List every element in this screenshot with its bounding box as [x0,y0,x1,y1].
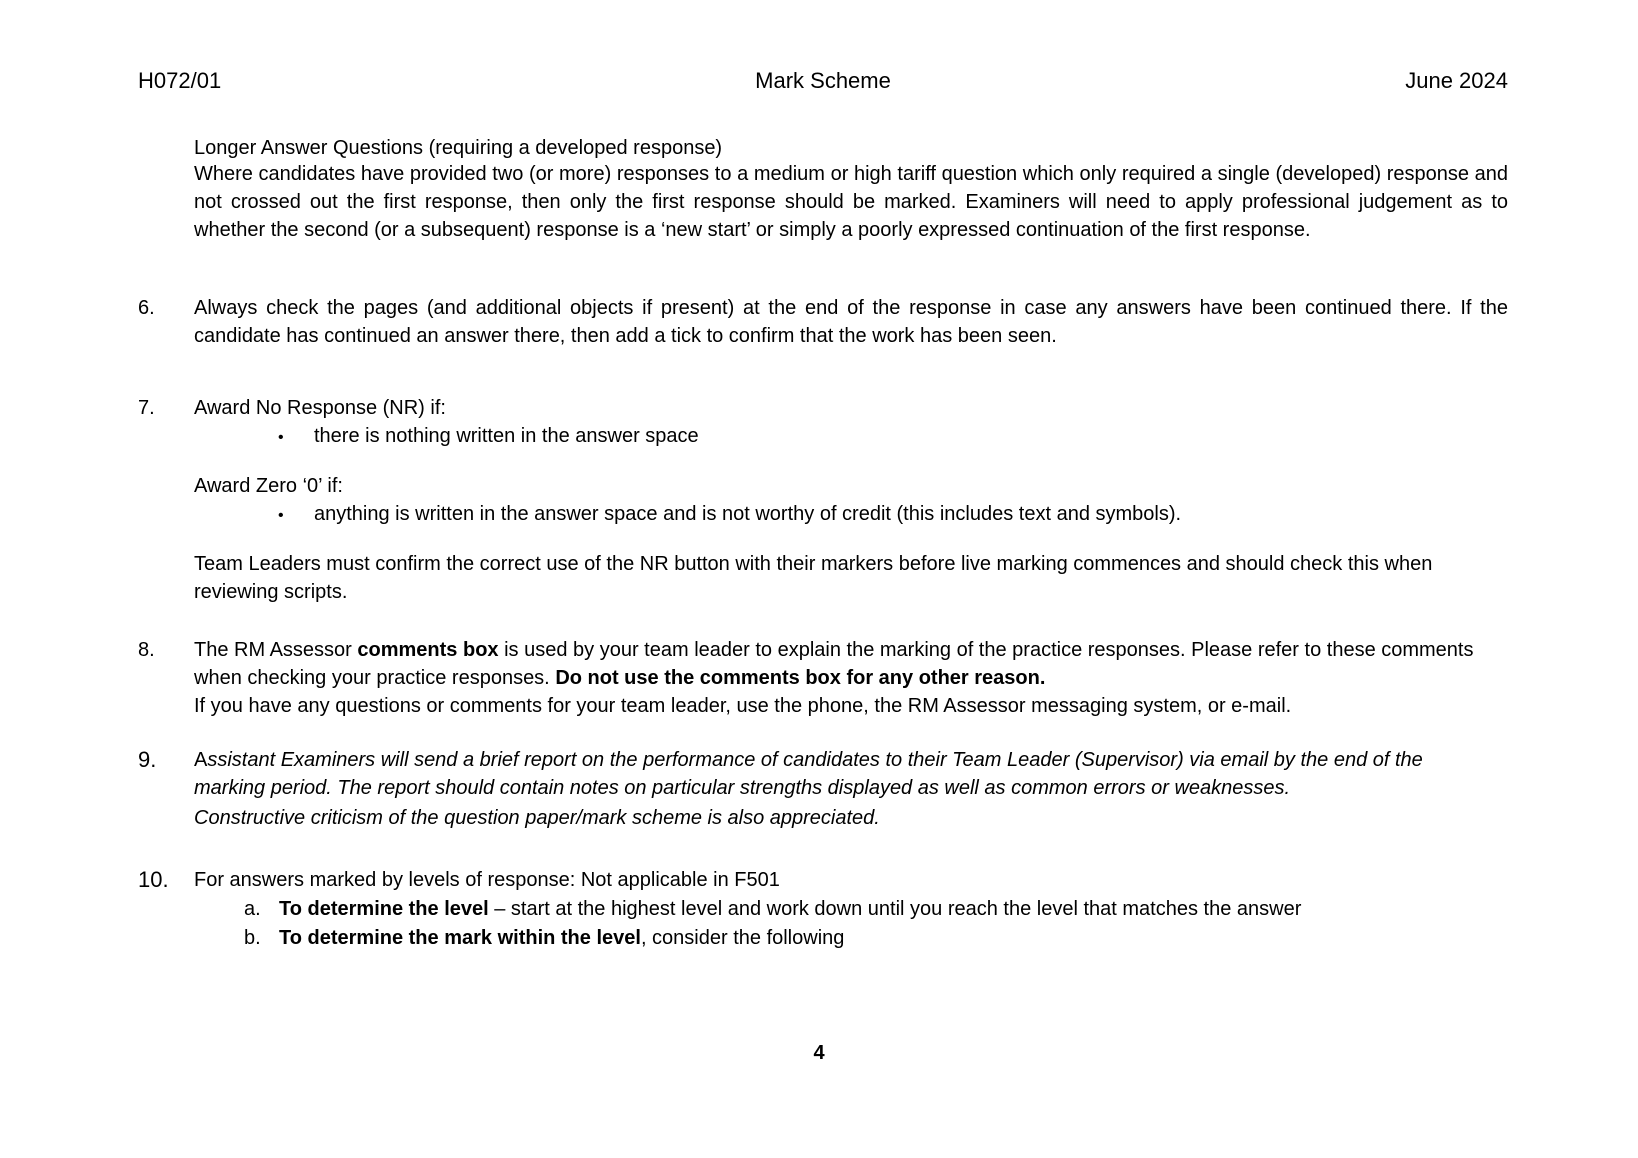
nr-bullet-item [278,422,699,452]
nr-heading: Award No Response (NR) if: [194,397,446,419]
team-leaders-note: Team Leaders must confirm the correct use of the NR button with their markers before live marking commences and should check this when reviewing scripts. [194,553,1433,603]
item-8-part1: The RM Assessor [194,639,358,661]
exam-date: June 2024 [1405,68,1508,93]
item-6-text: Always check the pages (and additional objects if present) at the end of the response in case any answers have been continued there. If the candidate has continued an answer there, then add a tick to confirm that the work has been seen. [194,297,1508,347]
item-10-a-bold: To determine the level [279,898,489,920]
item-10-number: 10. [138,867,169,892]
item-10-b-label: b. [244,927,261,949]
bullet-icon: • [278,429,284,446]
bullet-icon: • [278,507,284,524]
item-6-number: 6. [138,297,155,319]
item-10-b-rest: , consider the following [640,927,845,949]
item-9-constructive: Constructive criticism of the question paper/mark scheme is also appreciated. [194,807,880,829]
zero-bullet-text: anything is written in the answer space and is not worthy of credit (this includes text and symbols). [314,503,1182,525]
longer-answer-heading: Longer Answer Questions (requiring a developed response) [194,137,723,159]
item-10-b-bold: To determine the mark within the level [279,927,641,949]
comments-box-term: comments box [357,639,499,661]
comments-box-warning: Do not use the comments box for any other reason. [555,667,1046,689]
item-9-italic: ssistant Examiners will send a brief report on the performance of candidates to their Team Leader (Supervisor) via email by the end of the marking period. The report should contain notes on particular strengths displayed as well as common errors or weaknesses. [194,749,1423,799]
nr-bullet-text: there is nothing written in the answer space [314,425,699,447]
page-number: 4 [813,1042,825,1064]
item-8-number: 8. [138,639,155,661]
longer-answer-body: Where candidates have provided two (or more) responses to a medium or high tariff question which only required a single (developed) response and not crossed out the first response, then only the first response should be marked. Examiners will need to apply professional judgement as to whether the second (or a subsequent) response is a ‘new start’ or simply a poorly expressed continuation of the first response. [194,163,1508,241]
paper-code: H072/01 [138,68,222,93]
item-9-number: 9. [138,747,157,772]
document-title: Mark Scheme [755,68,891,93]
item-10-a-rest: – start at the highest level and work down until you reach the level that matches the answer [488,898,1302,920]
item-8-part2: is used by your team leader to explain the marking of the practice responses. Please refer to these comments when checking your practice responses. [194,639,1474,689]
item-10-a-label: a. [244,898,261,920]
zero-heading: Award Zero ‘0’ if: [194,475,343,497]
zero-bullet-item [278,500,1181,530]
page-header [138,68,1508,98]
item-10-text: For answers marked by levels of response: Not applicable in F501 [194,869,780,891]
item-9-text [194,746,1494,802]
item-8-contact-line: If you have any questions or comments for your team leader, use the phone, the RM Assessor messaging system, or e-mail. [194,695,1292,717]
item-10-b [244,924,844,952]
item-8-text [194,636,1484,692]
item-10-a [244,895,1301,923]
item-7-number: 7. [138,397,155,419]
item-9-lead: A [194,749,208,771]
